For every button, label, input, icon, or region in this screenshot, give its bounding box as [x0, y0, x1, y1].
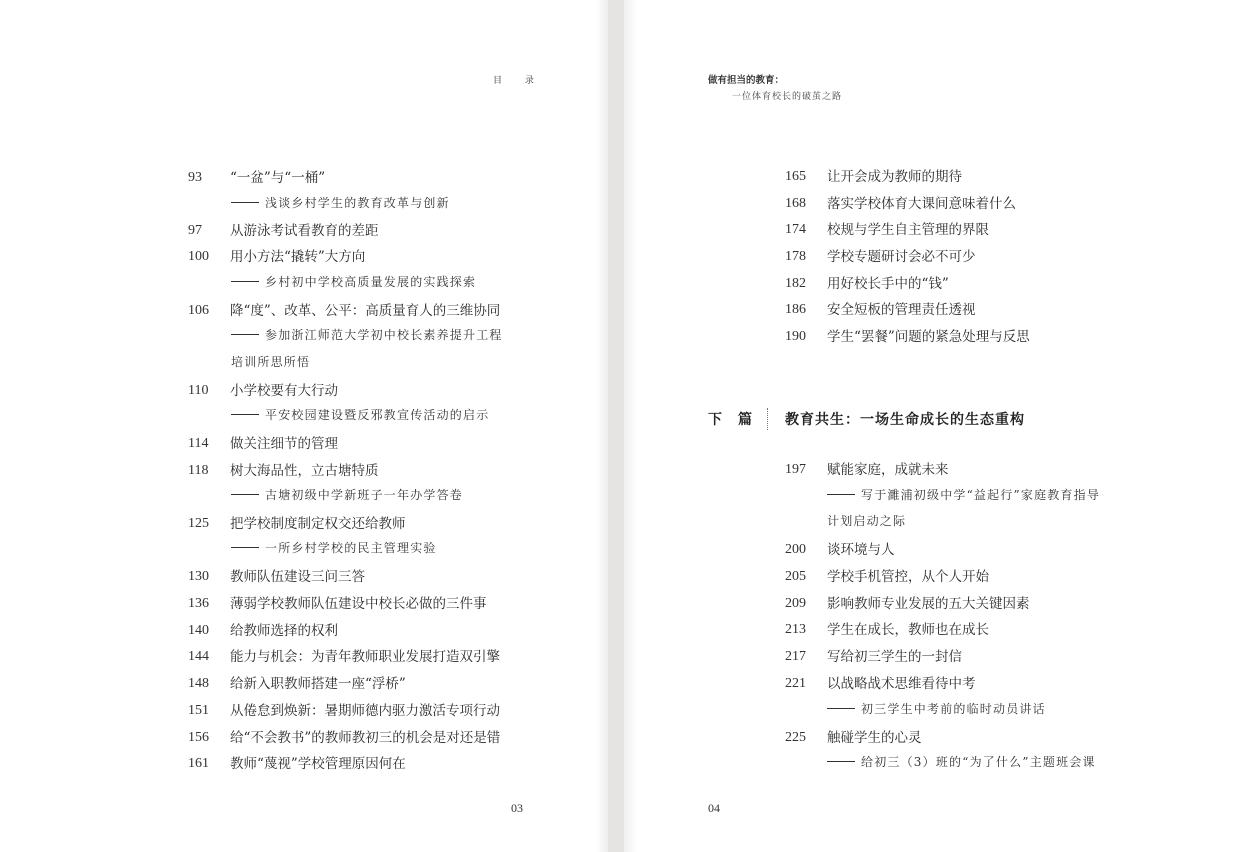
- toc-page-number: 205: [785, 569, 806, 584]
- em-dash: [231, 547, 259, 548]
- toc-page-number: 144: [188, 649, 209, 664]
- toc-subtitle: 写于濉浦初级中学“益起行”家庭教育指导: [827, 487, 1100, 503]
- toc-page-number: 182: [785, 276, 806, 291]
- toc-title: 把学校制度制定权交还给教师: [230, 516, 406, 532]
- toc-title: 触碰学生的心灵: [827, 730, 922, 746]
- toc-title: 用小方法“撬转”大方向: [230, 249, 366, 265]
- toc-title: 做关注细节的管理: [230, 436, 338, 452]
- toc-title: 学生在成长，教师也在成长: [827, 622, 989, 638]
- toc-title: 谈环境与人: [827, 542, 895, 558]
- toc-title: 学生“罢餐”问题的紧急处理与反思: [827, 329, 1030, 345]
- toc-subtitle: 乡村初中学校高质量发展的实践探索: [231, 274, 476, 290]
- toc-page-number: 140: [188, 623, 209, 638]
- toc-title: 薄弱学校教师队伍建设中校长必做的三件事: [230, 596, 487, 612]
- toc-title: 教师“蔑视”学校管理原因何在: [230, 756, 406, 772]
- toc-page-number: 209: [785, 596, 806, 611]
- toc-title: 写给初三学生的一封信: [827, 649, 962, 665]
- toc-page-number: 190: [785, 329, 806, 344]
- page-number-left: 03: [511, 801, 523, 815]
- toc-page-number: 100: [188, 249, 209, 264]
- toc-page-number: 156: [188, 730, 209, 745]
- toc-title: 赋能家庭，成就未来: [827, 462, 949, 478]
- toc-title: 用好校长手中的“钱”: [827, 276, 949, 292]
- left-page: [0, 0, 608, 852]
- toc-title: 给新入职教师搭建一座“浮桥”: [230, 676, 406, 692]
- toc-title: 学校手机管控，从个人开始: [827, 569, 989, 585]
- toc-page-number: 161: [188, 756, 209, 771]
- book-gutter-shadow-left: [596, 0, 608, 852]
- toc-title: 给教师选择的权利: [230, 623, 338, 639]
- toc-subtitle: 参加浙江师范大学初中校长素养提升工程: [231, 327, 503, 343]
- toc-subtitle: 一所乡村学校的民主管理实验: [231, 540, 437, 556]
- toc-title: 影响教师专业发展的五大关键因素: [827, 596, 1030, 612]
- toc-subtitle: 古塘初级中学新班子一年办学答卷: [231, 487, 463, 503]
- section-title[interactable]: 教育共生：一场生命成长的生态重构: [785, 412, 1025, 428]
- toc-page-number: 200: [785, 542, 806, 557]
- toc-page-number: 174: [785, 222, 806, 237]
- em-dash: [231, 202, 259, 203]
- toc-page-number: 213: [785, 622, 806, 637]
- toc-title: “一盆”与“一桶”: [230, 170, 326, 186]
- toc-subtitle-continued: 计划启动之际: [827, 514, 907, 528]
- em-dash: [231, 281, 259, 282]
- em-dash: [827, 708, 855, 709]
- running-head-book-subtitle: 一位体育校长的破茧之路: [732, 92, 843, 102]
- toc-page-number: 165: [785, 169, 806, 184]
- toc-title: 校规与学生自主管理的界限: [827, 222, 989, 238]
- toc-subtitle: 初三学生中考前的临时动员讲话: [827, 701, 1046, 717]
- toc-title: 学校专题研讨会必不可少: [827, 249, 976, 265]
- em-dash: [827, 494, 855, 495]
- toc-title: 能力与机会：为青年教师职业发展打造双引擎: [230, 649, 500, 665]
- toc-subtitle: 给初三（3）班的“为了什么”主题班会课: [827, 754, 1096, 770]
- toc-title: 安全短板的管理责任透视: [827, 302, 976, 318]
- toc-page-number: 197: [785, 462, 806, 477]
- toc-title: 从游泳考试看教育的差距: [230, 223, 379, 239]
- toc-page-number: 148: [188, 676, 209, 691]
- toc-title: 落实学校体育大课间意味着什么: [827, 196, 1016, 212]
- em-dash: [231, 414, 259, 415]
- toc-page-number: 217: [785, 649, 806, 664]
- section-divider: [767, 408, 768, 430]
- toc-page-number: 114: [188, 436, 209, 451]
- section-label: 下篇: [708, 412, 768, 428]
- toc-page-number: 130: [188, 569, 209, 584]
- toc-page-number: 186: [785, 302, 806, 317]
- toc-title: 小学校要有大行动: [230, 383, 338, 399]
- toc-page-number: 168: [785, 196, 806, 211]
- toc-page-number: 136: [188, 596, 209, 611]
- toc-page-number: 125: [188, 516, 209, 531]
- running-head-book-title: 做有担当的教育：: [708, 75, 785, 86]
- toc-page-number: 118: [188, 463, 209, 478]
- toc-page-number: 178: [785, 249, 806, 264]
- toc-page-number: 151: [188, 703, 209, 718]
- toc-page-number: 110: [188, 383, 209, 398]
- toc-subtitle: 平安校园建设暨反邪教宣传活动的启示: [231, 407, 489, 423]
- em-dash: [827, 761, 855, 762]
- toc-subtitle: 浅谈乡村学生的教育改革与创新: [231, 195, 450, 211]
- toc-title: 给“不会教书”的教师教初三的机会是对还是错: [230, 730, 501, 746]
- toc-page-number: 225: [785, 730, 806, 745]
- em-dash: [231, 334, 259, 335]
- toc-title: 教师队伍建设三问三答: [230, 569, 365, 585]
- book-gutter-shadow-right: [624, 0, 638, 852]
- running-head-contents: 目 录: [493, 76, 544, 86]
- toc-page-number: 106: [188, 303, 209, 318]
- toc-title: 让开会成为教师的期待: [827, 169, 962, 185]
- toc-page-number: 221: [785, 676, 806, 691]
- toc-subtitle-continued: 培训所思所悟: [231, 355, 311, 369]
- toc-title: 从倦怠到焕新：暑期师德内驱力激活专项行动: [230, 703, 500, 719]
- toc-title: 以战略战术思维看待中考: [827, 676, 976, 692]
- toc-page-number: 97: [188, 223, 202, 238]
- toc-page-number: 93: [188, 170, 202, 185]
- page-number-right: 04: [708, 801, 720, 815]
- em-dash: [231, 494, 259, 495]
- toc-title: 树大海品性，立古塘特质: [230, 463, 379, 479]
- toc-title: 降“度”、改革、公平：高质量育人的三维协同: [230, 303, 501, 319]
